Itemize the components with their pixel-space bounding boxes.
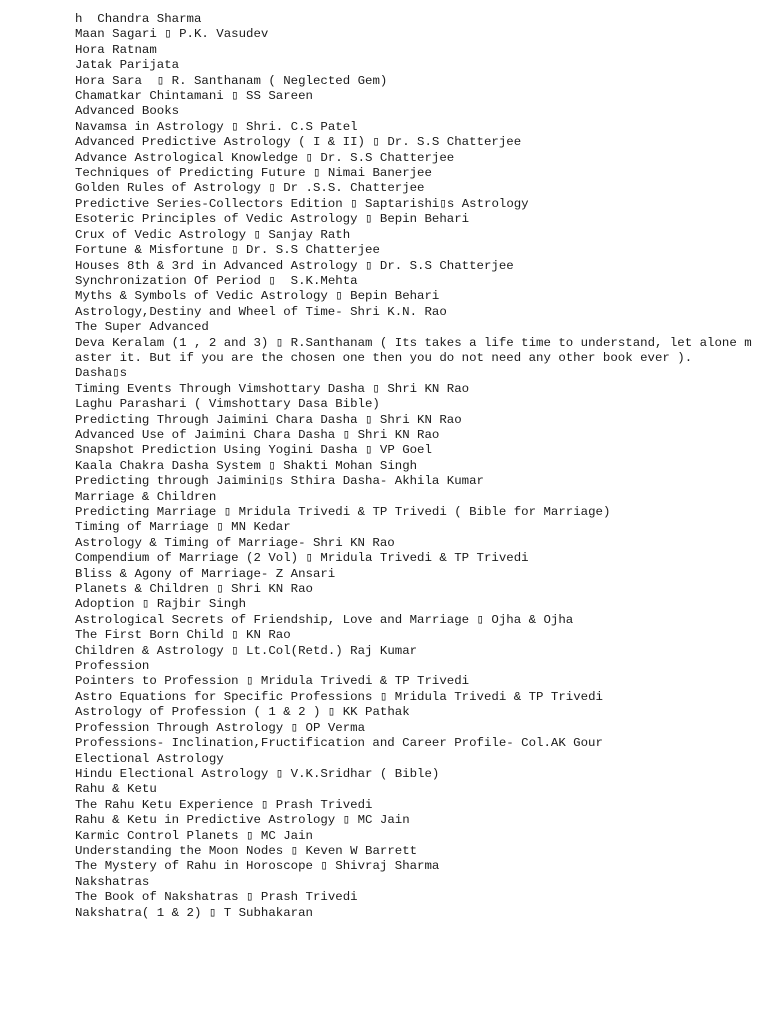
document-page xyxy=(75,12,755,921)
text-line: Fortune & Misfortune ▯ Dr. S.S Chatterjee xyxy=(75,243,380,258)
text-line: Laghu Parashari ( Vimshottary Dasa Bible) xyxy=(75,397,380,412)
text-line: Timing of Marriage ▯ MN Kedar xyxy=(75,520,291,535)
text-line: Profession Through Astrology ▯ OP Verma xyxy=(75,720,366,735)
section-heading: Nakshatras xyxy=(75,874,150,889)
text-line: The Rahu Ketu Experience ▯ Prash Trivedi xyxy=(75,797,373,812)
text-line: Astrological Secrets of Friendship, Love and Marriage ▯ Ojha & Ojha xyxy=(75,612,574,627)
text-line: Nakshatra( 1 & 2) ▯ T Subhakaran xyxy=(75,905,313,920)
text-line: Houses 8th & 3rd in Advanced Astrology ▯ Dr. S.S Chatterjee xyxy=(75,258,514,273)
text-line: Crux of Vedic Astrology ▯ Sanjay Rath xyxy=(75,227,351,242)
section-heading: Electional Astrology xyxy=(75,751,224,766)
text-line: Karmic Control Planets ▯ MC Jain xyxy=(75,828,313,843)
text-line: Advanced Predictive Astrology ( I & II) ▯ Dr. S.S Chatterjee xyxy=(75,135,522,150)
section-heading: Advanced Books xyxy=(75,104,180,119)
section-heading: Rahu & Ketu xyxy=(75,782,157,797)
text-line: Planets & Children ▯ Shri KN Rao xyxy=(75,582,313,597)
section-heading: Dasha▯s xyxy=(75,366,128,381)
text-line: Professions- Inclination,Fructification and Career Profile- Col.AK Gour xyxy=(75,736,603,751)
text-line: The Mystery of Rahu in Horoscope ▯ Shivraj Sharma xyxy=(75,859,440,874)
text-line: Myths & Symbols of Vedic Astrology ▯ Bepin Behari xyxy=(75,289,440,304)
text-line: h Chandra Sharma xyxy=(75,12,202,26)
text-line: Predicting Through Jaimini Chara Dasha ▯ Shri KN Rao xyxy=(75,412,462,427)
text-line: Advanced Use of Jaimini Chara Dasha ▯ Shri KN Rao xyxy=(75,427,440,442)
text-line: Timing Events Through Vimshottary Dasha ▯ Shri KN Rao xyxy=(75,381,470,396)
text-line: Snapshot Prediction Using Yogini Dasha ▯ VP Goel xyxy=(75,443,432,458)
text-line: Understanding the Moon Nodes ▯ Keven W Barrett xyxy=(75,843,418,858)
text-line: Astrology & Timing of Marriage- Shri KN Rao xyxy=(75,535,395,550)
text-line: Bliss & Agony of Marriage- Z Ansari xyxy=(75,566,336,581)
text-line: Predicting Marriage ▯ Mridula Trivedi & TP Trivedi ( Bible for Marriage) xyxy=(75,505,611,519)
text-line: Hindu Electional Astrology ▯ V.K.Sridhar ( Bible) xyxy=(75,766,440,781)
text-line: Hora Ratnam xyxy=(75,42,157,57)
text-line: Rahu & Ketu in Predictive Astrology ▯ MC Jain xyxy=(75,813,410,828)
text-line: Navamsa in Astrology ▯ Shri. C.S Patel xyxy=(75,119,358,134)
text-line: The Book of Nakshatras ▯ Prash Trivedi xyxy=(75,890,358,905)
text-line: Children & Astrology ▯ Lt.Col(Retd.) Raj Kumar xyxy=(75,643,418,658)
text-line: The First Born Child ▯ KN Rao xyxy=(75,628,291,643)
text-line: Kaala Chakra Dasha System ▯ Shakti Mohan Singh xyxy=(75,458,418,473)
text-line: Predicting through Jaimini▯s Sthira Dasha- Akhila Kumar xyxy=(75,474,484,489)
text-line: Synchronization Of Period ▯ S.K.Mehta xyxy=(75,273,358,288)
text-line: Astro Equations for Specific Professions ▯ Mridula Trivedi & TP Trivedi xyxy=(75,689,603,704)
text-line: Compendium of Marriage (2 Vol) ▯ Mridula Trivedi & TP Trivedi xyxy=(75,551,529,566)
text-line: Techniques of Predicting Future ▯ Nimai Banerjee xyxy=(75,166,432,181)
text-line: Astrology of Profession ( 1 & 2 ) ▯ KK Pathak xyxy=(75,705,410,720)
text-line: Adoption ▯ Rajbir Singh xyxy=(75,597,247,612)
text-line: Golden Rules of Astrology ▯ Dr .S.S. Chatterjee xyxy=(75,181,425,196)
text-line: Esoteric Principles of Vedic Astrology ▯ Bepin Behari xyxy=(75,212,470,227)
text-line: Chamatkar Chintamani ▯ SS Sareen xyxy=(75,89,313,104)
section-heading: Profession xyxy=(75,659,150,674)
text-line: Astrology,Destiny and Wheel of Time- Shri K.N. Rao xyxy=(75,304,447,319)
text-line: Predictive Series-Collectors Edition ▯ Saptarishi▯s Astrology xyxy=(75,196,529,211)
text-line: Pointers to Profession ▯ Mridula Trivedi & TP Trivedi xyxy=(75,674,470,689)
text-line: Jatak Parijata xyxy=(75,58,180,73)
text-line: Maan Sagari ▯ P.K. Vasudev xyxy=(75,27,269,42)
text-line: Deva Keralam (1 , 2 and 3) ▯ R.Santhanam ( Its takes a life time to understand, let alone master it. But if you are the chosen one then you do not need any other book ever ). xyxy=(75,335,752,365)
text-line: Hora Sara ▯ R. Santhanam ( Neglected Gem) xyxy=(75,73,388,88)
section-heading: Marriage & Children xyxy=(75,489,217,504)
section-heading: The Super Advanced xyxy=(75,320,209,335)
text-line: Advance Astrological Knowledge ▯ Dr. S.S Chatterjee xyxy=(75,150,455,165)
